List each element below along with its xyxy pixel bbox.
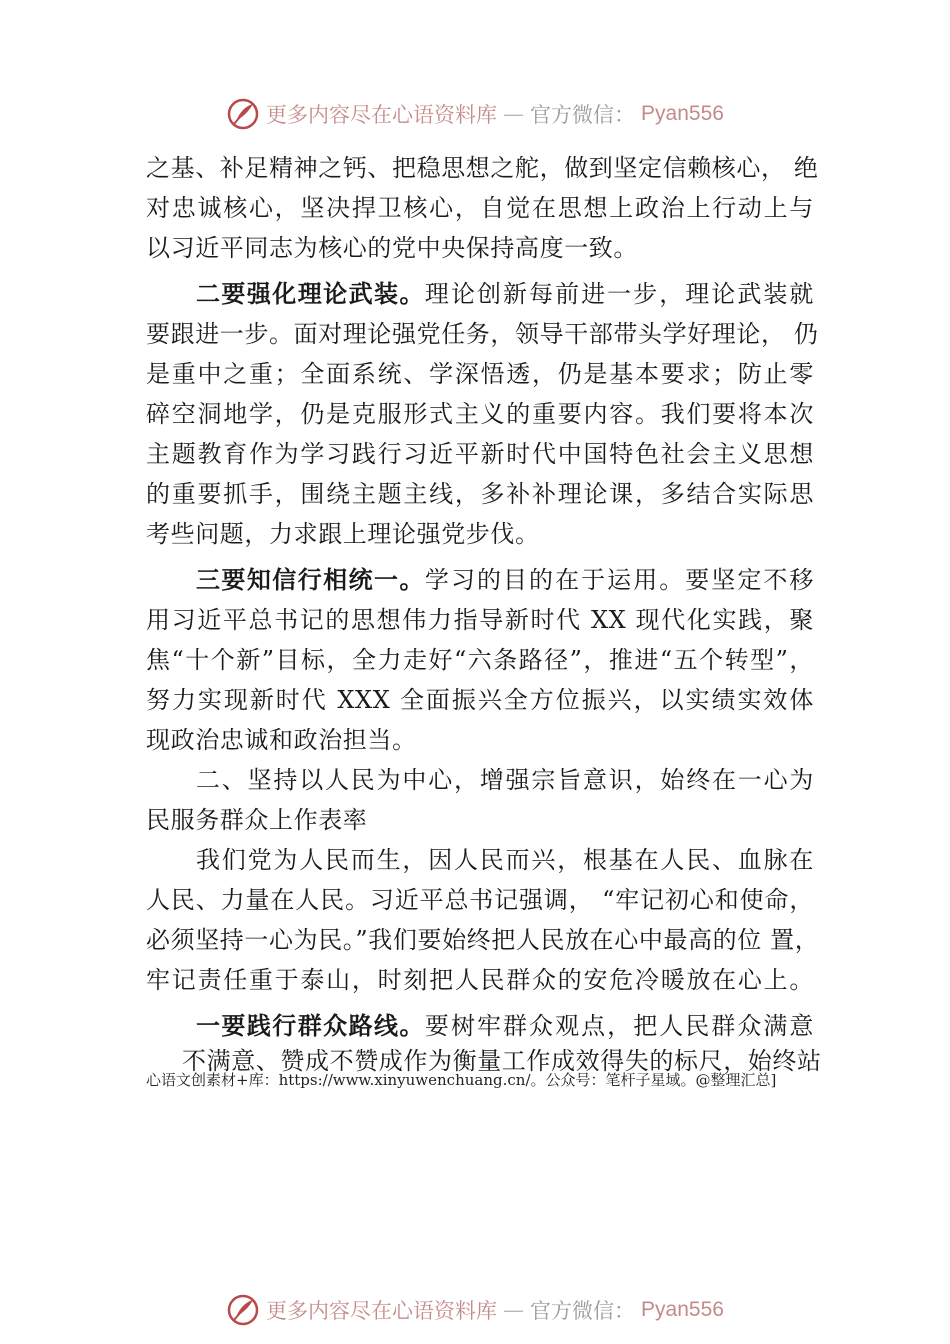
text-span: 理论创新每前进一步，理论武装就 xyxy=(424,280,815,308)
text-line: 牢记责任重于泰山，时刻把人民群众的安危冷暖放在心上。 xyxy=(146,966,814,994)
text-line: 努力实现新时代 XXX 全面振兴全方位振兴，以实绩实效体 xyxy=(146,686,814,714)
watermark-wechat-id: Pyan556 xyxy=(641,102,724,125)
text-line: 的重要抓手，围绕主题主线，多补补理论课，多结合实际思 xyxy=(146,480,814,508)
footer-watermark xyxy=(0,1290,950,1330)
watermark-wechat-id: Pyan556 xyxy=(641,1298,724,1321)
paragraph-2 xyxy=(146,274,819,554)
text-line: 不满意、赞成不赞成作为衡量工作成效得失的标尺，始终站 xyxy=(182,1047,822,1075)
text-line: 民服务群众上作表率 xyxy=(146,806,368,834)
document-body xyxy=(146,148,822,1076)
text-line: 要跟进一步。面对理论强党任务，领导干部带头学好理论， 仍 xyxy=(146,320,819,348)
watermark-official-label: 官方微信： xyxy=(530,103,636,127)
text-span: 要树牢群众观点，把人民群众满意 xyxy=(424,1012,815,1040)
watermark-site-text: 更多内容尽在心语资料库 xyxy=(266,1299,498,1323)
section-heading: 三要知信行相统一。 xyxy=(196,566,425,594)
text-line xyxy=(146,1006,814,1046)
paragraph-6 xyxy=(146,1006,822,1076)
watermark-official-label: 官方微信： xyxy=(530,1299,636,1323)
header-watermark xyxy=(0,94,950,134)
section-heading: 二要强化理论武装。 xyxy=(196,280,425,308)
source-footnote: 心语文创素材+库：https://www.xinyuwenchuang.cn/。公众号：笔杆子星域。@整理汇总] xyxy=(146,1071,777,1089)
text-line: 二、坚持以人民为中心，增强宗旨意识，始终在一心为 xyxy=(196,766,814,794)
text-line: 现政治忠诚和政治担当。 xyxy=(146,726,417,754)
section-heading: 一要践行群众路线。 xyxy=(196,1012,425,1040)
text-line xyxy=(146,274,814,314)
red-feather-circle-icon xyxy=(226,1293,260,1327)
text-line: 人民、力量在人民。习近平总书记强调， “牢记初心和使命， xyxy=(146,886,814,914)
text-line: 焦“十个新”目标，全力走好“六条路径”，推进“五个转型”， xyxy=(146,646,814,674)
text-line: 必须坚持一心为民。”我们要始终把人民放在心中最高的位 置， xyxy=(146,926,820,954)
paragraph-4 xyxy=(146,760,814,840)
paragraph-5 xyxy=(146,840,820,1000)
text-line xyxy=(146,560,814,600)
text-line: 我们党为人民而生，因人民而兴，根基在人民、血脉在 xyxy=(196,846,814,874)
text-line: 以习近平同志为核心的党中央保持高度一致。 xyxy=(146,234,638,262)
text-line: 考些问题，力求跟上理论强党步伐。 xyxy=(146,520,540,548)
watermark-site-text: 更多内容尽在心语资料库 xyxy=(266,103,498,127)
text-line: 对忠诚核心，坚决捍卫核心，自觉在思想上政治上行动上与 xyxy=(146,194,814,222)
paragraph-3 xyxy=(146,560,814,760)
text-span: 学习的目的在于运用。要坚定不移 xyxy=(424,566,815,594)
text-line: 主题教育作为学习践行习近平新时代中国特色社会主义思想 xyxy=(146,440,814,468)
watermark-separator: — xyxy=(503,1298,525,1322)
text-line: 碎空洞地学，仍是克服形式主义的重要内容。我们要将本次 xyxy=(146,400,814,428)
watermark-separator: — xyxy=(503,102,525,126)
red-feather-circle-icon xyxy=(226,97,260,131)
text-line: 是重中之重；全面系统、学深悟透，仍是基本要求；防止零 xyxy=(146,360,814,388)
paragraph-1 xyxy=(146,148,819,268)
text-line: 用习近平总书记的思想伟力指导新时代 XX 现代化实践，聚 xyxy=(146,606,814,634)
text-line: 之基、补足精神之钙、把稳思想之舵，做到坚定信赖核心， 绝 xyxy=(146,154,819,182)
